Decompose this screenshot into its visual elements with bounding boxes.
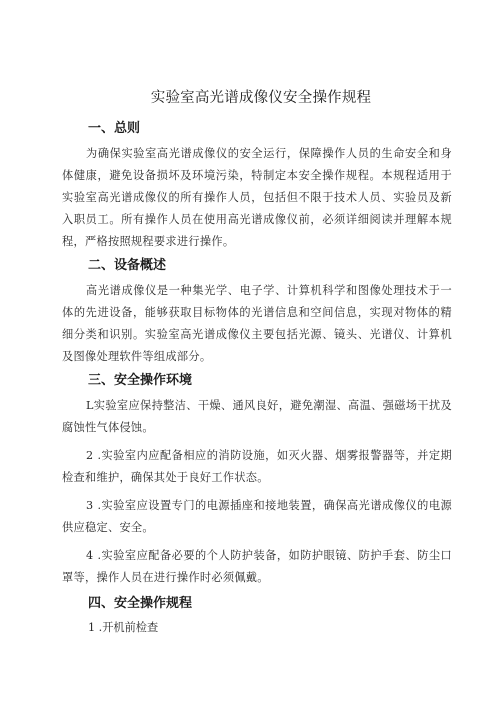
list-item: 2 .实验室内应配备相应的消防设施，如灭火器、烟雾报警器等，并定期检查和维护，确保其处于良好工作状态。 xyxy=(62,449,452,484)
sub-item: 1 .开机前检查 xyxy=(88,621,159,634)
section-heading: 二、设备概述 xyxy=(88,258,167,273)
section-heading: 一、总则 xyxy=(88,121,141,136)
paragraph: 为确保实验室高光谱成像仪的安全运行，保障操作人员的生命安全和身体健康，避免设备损坏及环境污染，特制定本安全操作规程。本规程适用于实验室高光谱成像仪的所有操作人员，包括但不限于技术人员、实验员及新入职员工。所有操作人员在使用高光谱成像仪前，必须详细阅读并理解本规程，严格按照规程要求进行操作。 xyxy=(62,147,452,248)
section-general xyxy=(62,120,452,253)
list-item: 3 .实验室应设置专门的电源插座和接地装置，确保高光谱成像仪的电源供应稳定、安全。 xyxy=(62,499,452,534)
section-operating-procedures xyxy=(62,595,452,638)
section-safe-environment xyxy=(62,372,452,589)
list-item: L实验室应保持整洁、干燥、通风良好，避免潮湿、高温、强磁场干扰及腐蚀性气体侵蚀。 xyxy=(62,399,452,434)
section-equipment-overview xyxy=(62,257,452,368)
document-page xyxy=(62,88,452,638)
document-title: 实验室高光谱成像仪安全操作规程 xyxy=(150,90,372,106)
paragraph: 高光谱成像仪是一种集光学、电子学、计算机科学和图像处理技术于一体的先进设备，能够获取目标物体的光谱信息和空间信息，实现对物体的精细分类和识别。实验室高光谱成像仪主要包括光源、镜头、光谱仪、计算机及图像处理软件等组成部分。 xyxy=(62,284,452,363)
list-item: 4 .实验室应配备必要的个人防护装备，如防护眼镜、防护手套、防尘口罩等，操作人员在进行操作时必须佩戴。 xyxy=(62,549,452,584)
section-heading: 三、安全操作环境 xyxy=(88,373,193,388)
section-heading: 四、安全操作规程 xyxy=(88,596,193,611)
